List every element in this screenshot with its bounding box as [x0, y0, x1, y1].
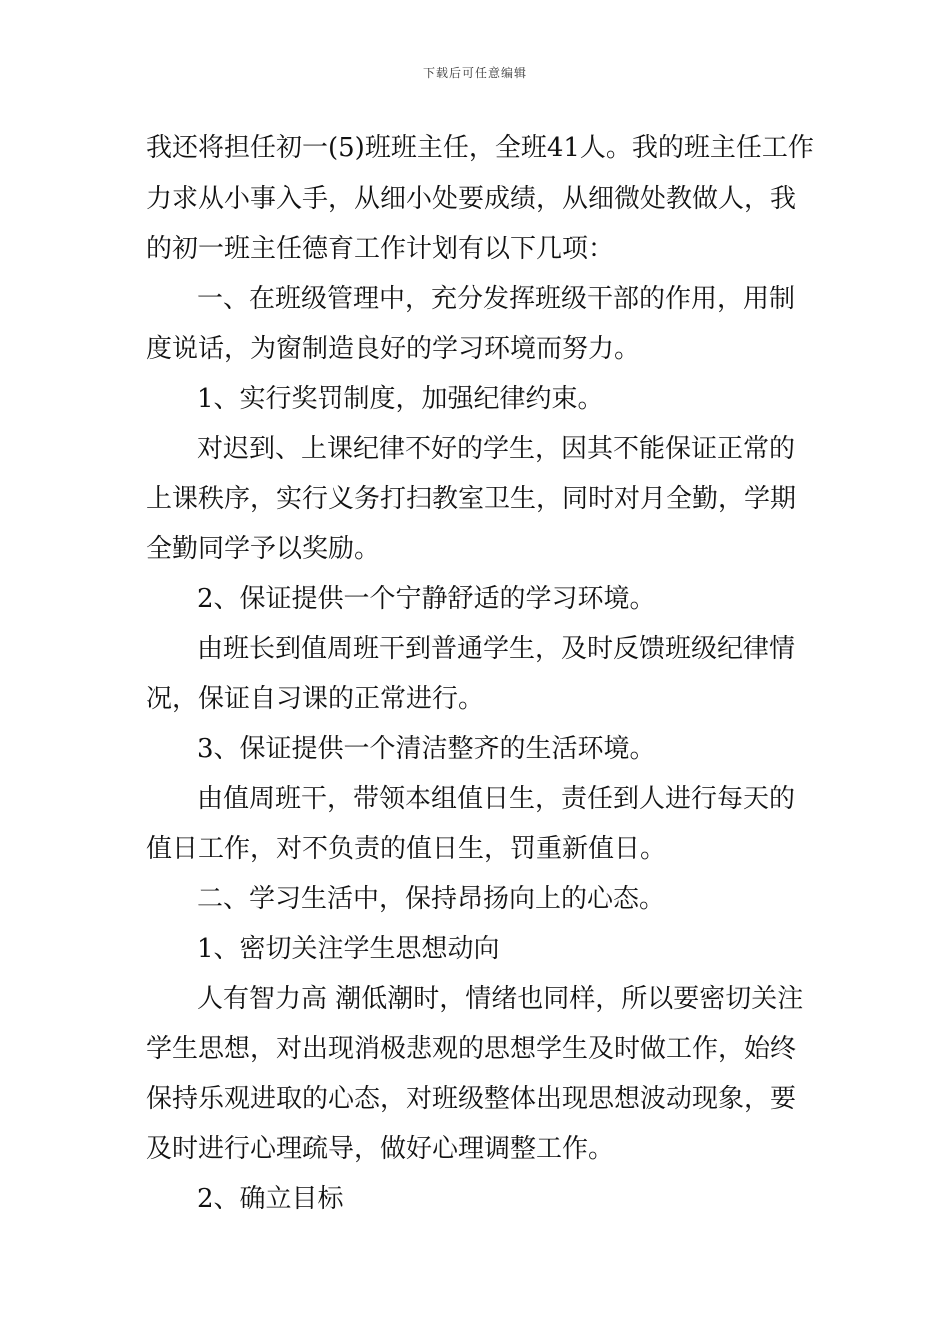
page-header-note: 下载后可任意编辑 — [422, 66, 527, 80]
text-line: 1、实行奖罚制度，加强纪律约束。 — [197, 384, 604, 414]
text-line: 人有智力高 潮低潮时，情绪也同样，所以要密切关注 — [197, 984, 804, 1014]
text-line: 由班长到值周班干到普通学生，及时反馈班级纪律情 — [197, 634, 796, 664]
text-line: 二、学习生活中，保持昂扬向上的心态。 — [197, 884, 666, 914]
text-line: 对迟到、上课纪律不好的学生，因其不能保证正常的 — [197, 434, 796, 464]
text-line: 我还将担任初一(5)班班主任，全班41人。我的班主任工作 — [146, 133, 814, 163]
text-line: 一、在班级管理中，充分发挥班级干部的作用，用制 — [197, 284, 796, 314]
text-line: 由值周班干，带领本组值日生，责任到人进行每天的 — [197, 784, 796, 814]
text-line: 2、确立目标 — [197, 1184, 344, 1214]
text-line: 3、保证提供一个清洁整齐的生活环境。 — [197, 734, 656, 764]
text-line: 1、密切关注学生思想动向 — [197, 934, 500, 964]
text-line: 度说话，为窗制造良好的学习环境而努力。 — [146, 334, 641, 364]
text-line: 全勤同学予以奖励。 — [146, 534, 381, 564]
text-line: 2、保证提供一个宁静舒适的学习环境。 — [197, 584, 656, 614]
text-line: 的初一班主任德育工作计划有以下几项： — [146, 234, 615, 264]
text-line: 况，保证自习课的正常进行。 — [146, 684, 485, 714]
text-line: 上课秩序，实行义务打扫教室卫生，同时对月全勤，学期 — [146, 484, 797, 514]
text-line: 及时进行心理疏导，做好心理调整工作。 — [146, 1134, 615, 1164]
text-line: 保持乐观进取的心态，对班级整体出现思想波动现象，要 — [146, 1084, 797, 1114]
text-line: 学生思想，对出现消极悲观的思想学生及时做工作，始终 — [146, 1034, 797, 1064]
text-line: 力求从小事入手，从细小处要成绩，从细微处教做人，我 — [146, 184, 797, 214]
text-line: 值日工作，对不负责的值日生，罚重新值日。 — [146, 834, 667, 864]
